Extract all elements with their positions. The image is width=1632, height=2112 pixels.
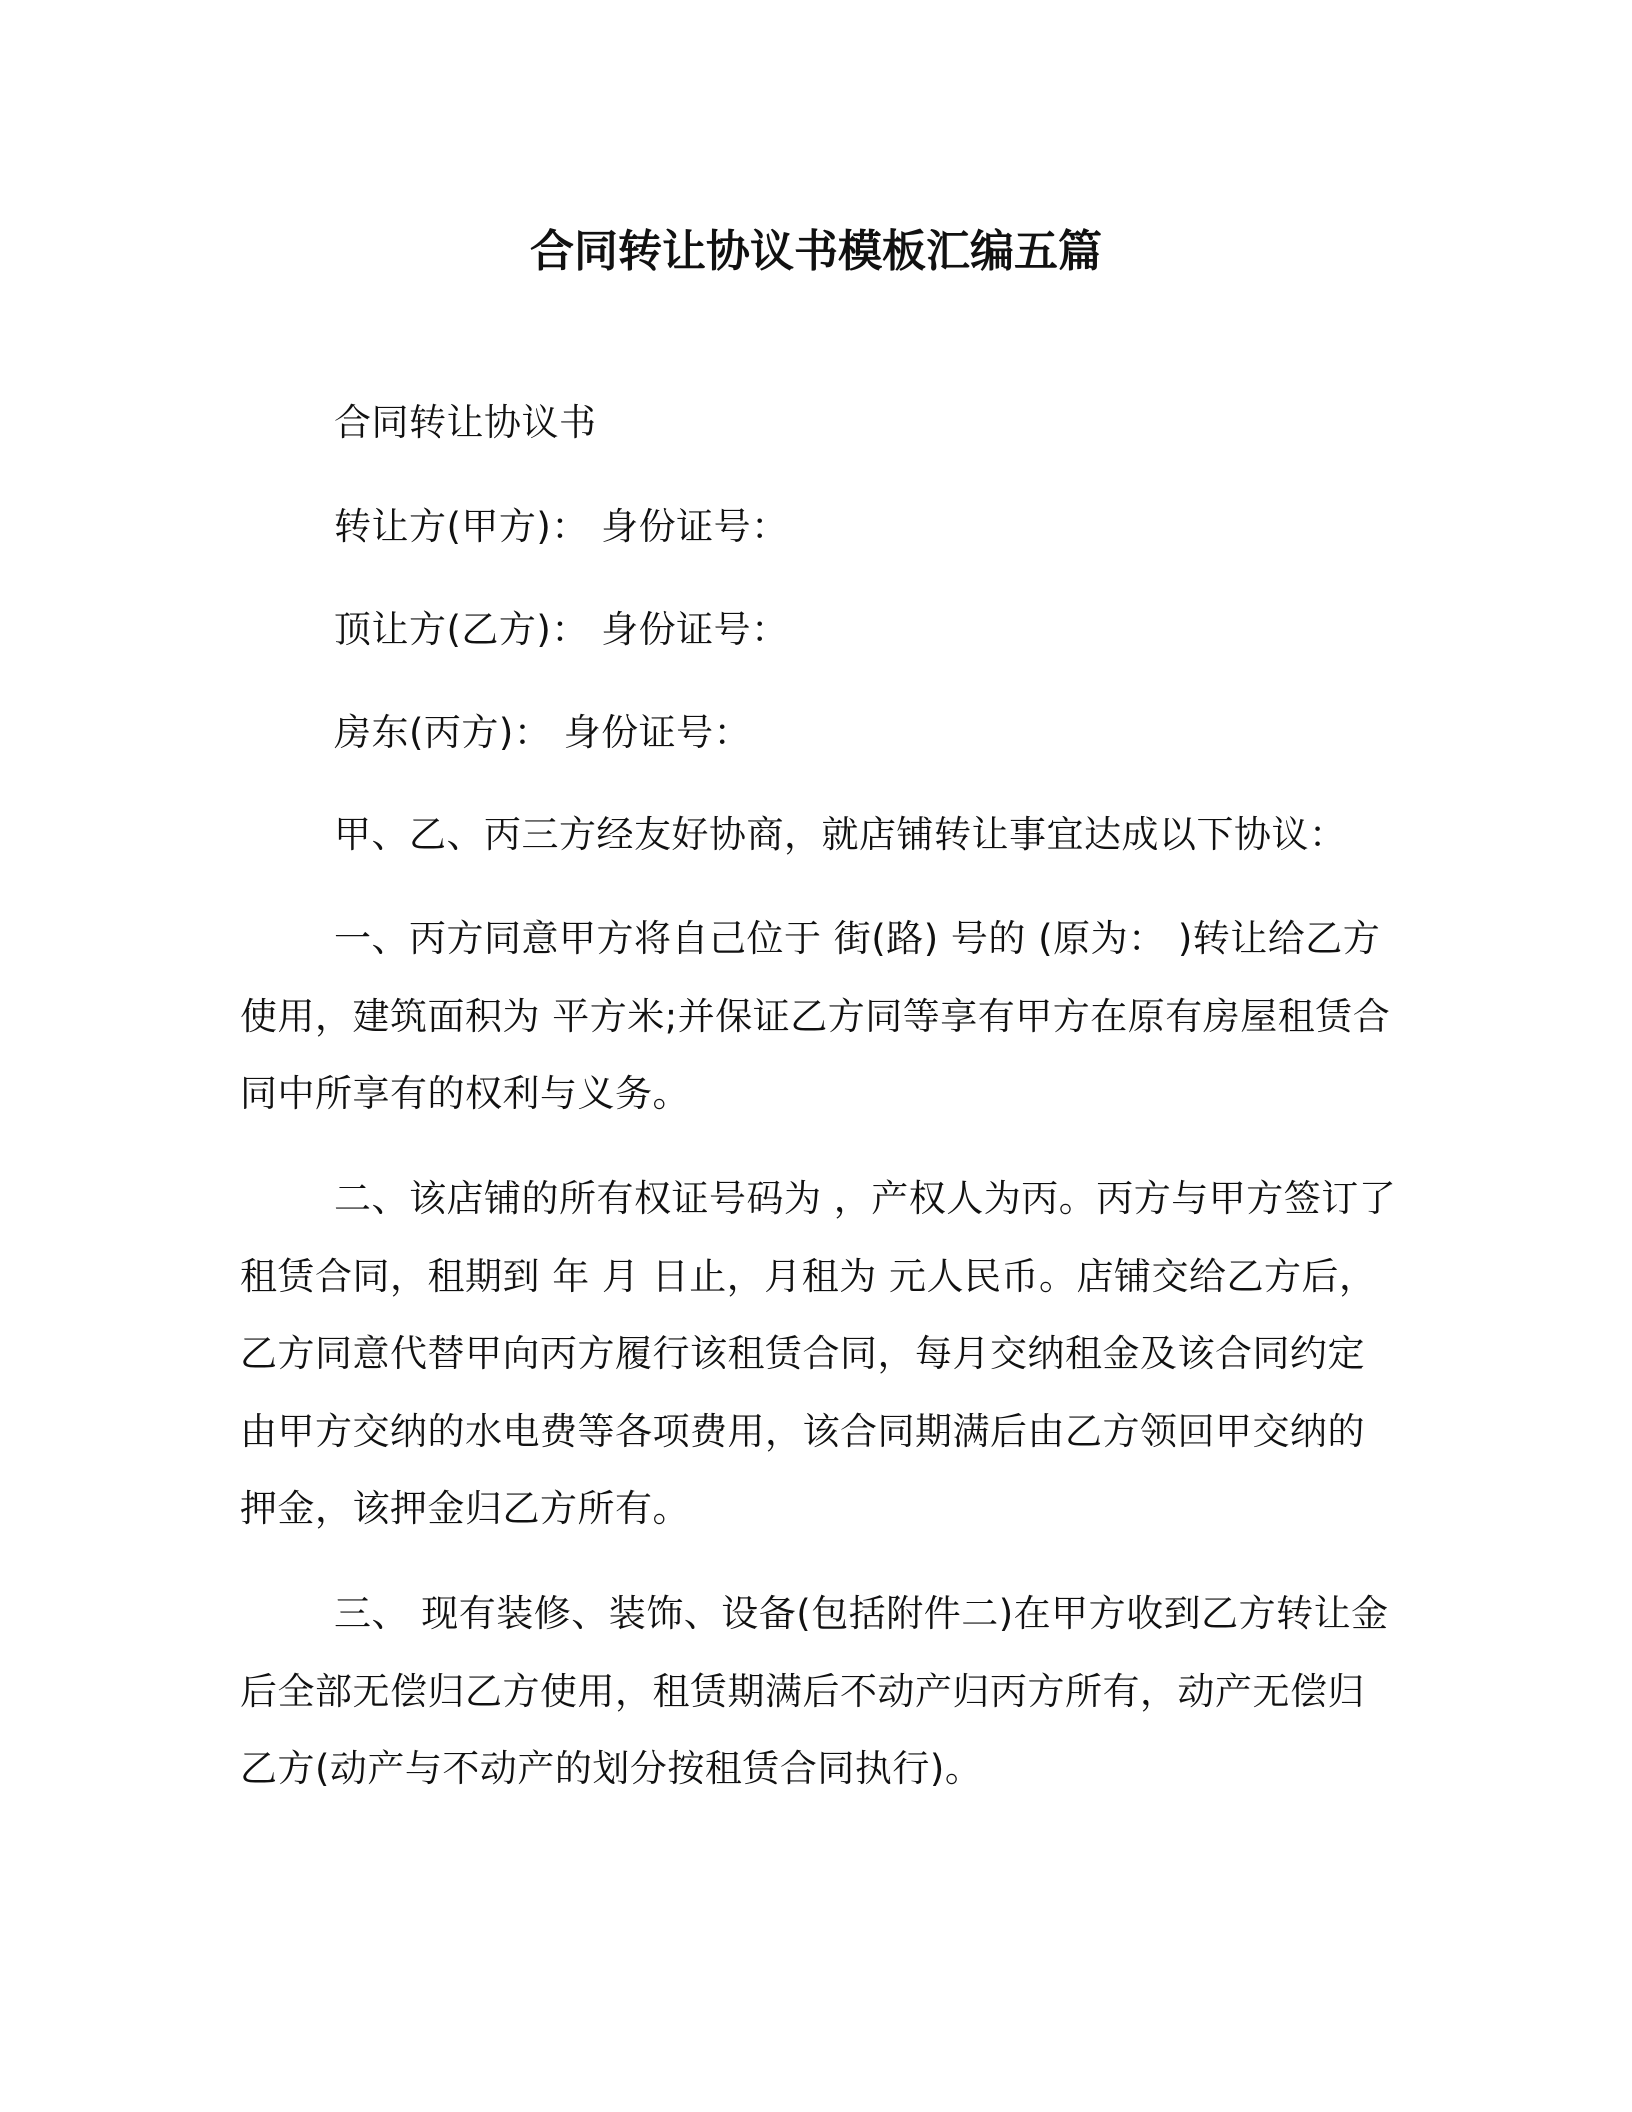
document-title: 合同转让协议书模板汇编五篇 — [530, 226, 1102, 277]
clause-2-line: 押金，该押金归乙方所有。 — [240, 1487, 690, 1530]
clause-1-line: 一、丙方同意甲方将自己位于 街(路) 号的 (原为： )转让给乙方 — [334, 917, 1381, 960]
clause-1 — [240, 900, 1390, 1133]
clause-1-line: 同中所享有的权利与义务。 — [240, 1072, 690, 1115]
agreement-heading: 合同转让协议书 — [334, 401, 597, 444]
clause-2 — [240, 1160, 1397, 1548]
clause-1-line: 使用，建筑面积为 平方米;并保证乙方同等享有甲方在原有房屋租赁合 — [240, 994, 1391, 1038]
party-a-line: 转让方(甲方)： 身份证号： — [334, 505, 789, 548]
clause-2-line: 租赁合同，租期到 年 月 日止，月租为 元人民币。店铺交给乙方后， — [240, 1254, 1377, 1298]
party-b-line: 顶让方(乙方)： 身份证号： — [334, 608, 789, 651]
intro-line: 甲、乙、丙三方经友好协商，就店铺转让事宜达成以下协议： — [334, 813, 1347, 856]
clause-2-line: 乙方同意代替甲向丙方履行该租赁合同，每月交纳租金及该合同约定 — [240, 1332, 1365, 1375]
clause-2-line: 由甲方交纳的水电费等各项费用，该合同期满后由乙方领回甲交纳的 — [240, 1409, 1365, 1453]
clause-3-line: 三、 现有装修、装饰、设备(包括附件二)在甲方收到乙方转让金 — [334, 1592, 1389, 1635]
clause-3 — [240, 1575, 1390, 1808]
clause-3-line: 乙方(动产与不动产的划分按租赁合同执行)。 — [240, 1747, 983, 1790]
clause-3-line: 后全部无偿归乙方使用，租赁期满后不动产归丙方所有，动产无偿归 — [240, 1669, 1365, 1713]
clause-2-line: 二、该店铺的所有权证号码为 ，产权人为丙。丙方与甲方签订了 — [334, 1177, 1397, 1220]
party-c-line: 房东(丙方)： 身份证号： — [334, 711, 752, 754]
